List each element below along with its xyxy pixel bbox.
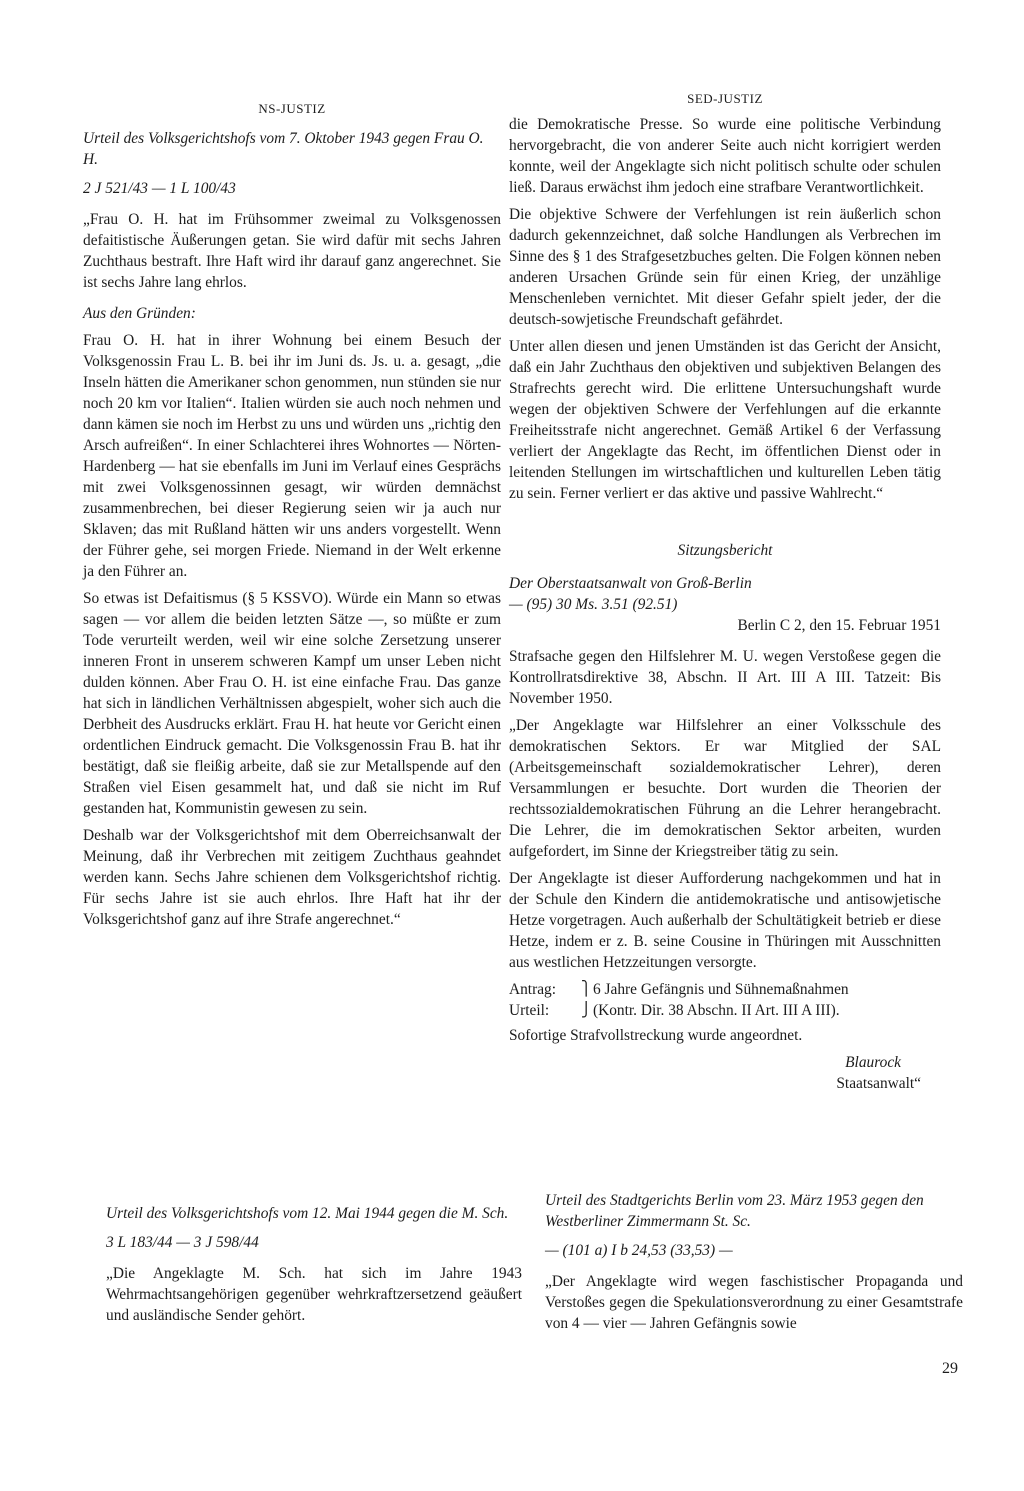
motion-text: 6 Jahre Gefängnis und Sühnemaßnahmen [593, 981, 849, 998]
page-number: 29 [942, 1360, 958, 1377]
enforcement-note: Sofortige Strafvollstreckung wurde angeordnet. [509, 1027, 803, 1044]
brace-glyph: ⎫ [581, 982, 592, 997]
judgment-paragraph: Die objektive Schwere der Verfehlungen ist rein äußerlich schon dadurch gekennzeichnet, daß solche Handlungen als Verbrechen im Sinne des § 1 des Strafgesetzbuches gelten. Die Folgen können neben anderen Ursachen Gründe sein für einen Krieg, der unzählige Menschenleben vernichtet. Mit dieser Gefahr spielt jeder, der die deutsch-sowjetische Freundschaft gefährdet. [509, 206, 941, 328]
right-column-top [509, 90, 941, 1094]
reasons-heading: Aus den Gründen: [83, 305, 196, 322]
judgment-paragraph: Unter allen diesen und jenen Umständen ist das Gericht der Ansicht, daß ein Jahr Zuchthaus den objektiven und subjektiven Belangen des Strafrechts gerecht wird. Die erlittene Untersuchungshaft wurde wegen der objektiven Schwere der Verfehlungen auf die erkannte Freiheitsstrafe nicht angerechnet. Gemäß Artikel 6 der Verfassung verliert der Angeklagte das Recht, im öffentlichen Dienst oder in leitenden Stellungen im wirtschaftlichen und kulturellen Leben tätig zu sein. Ferner verliert er das aktive und passive Wahlrecht.“ [509, 338, 941, 502]
motion-verdict-block [509, 979, 941, 1021]
right-column-bottom [545, 1190, 963, 1340]
reason-paragraph: Frau O. H. hat in ihrer Wohnung bei einem Besuch der Volksgenossin Frau L. B. bei ihr im Juni ds. Js. u. a. gesagt, „die Inseln hätten die Amerikaner schon genommen, nun stünden sie nur noch 20 km vor Italien“. Italien würden sie auch noch nehmen und dann kämen sie noch im Herbst zu uns und würden uns „richtig den Arsch aufreißen“. In einer Schlachterei ihres Wohnortes — Nörten-Hardenberg — hat sie ebenfalls im Juni im Verlauf eines Gesprächs mit zwei Volksgenossinnen gesagt, wir würden demnächst zusammenbrechen, bei dieser Regierung seien wir ja auch nur Sklaven; das mit Rußland hätten wir uns anders vorgestellt. Wenn der Führer gehe, sei morgen Friede. Niemand in der Welt erkenne ja den Führer an. [83, 332, 502, 580]
verdict-summary: „Die Angeklagte M. Sch. hat sich im Jahre 1943 Wehrmachtsangehörigen gegenüber wehrkraftzersetzend geäußert und ausländische Sender gehört. [106, 1265, 522, 1324]
verdict-summary: „Der Angeklagte wird wegen faschistischer Propaganda und Verstoßes gegen die Spekulationsverordnung zu einer Gesamtstrafe von 4 — vier — Jahren Gefängnis sowie [545, 1273, 963, 1332]
report-dateline: Berlin C 2, den 15. Februar 1951 [737, 617, 941, 634]
report-reference: — (95) 30 Ms. 3.51 (92.51) [509, 596, 678, 613]
motion-label: Antrag: [509, 981, 557, 998]
case-title: Urteil des Stadtgerichts Berlin vom 23. März 1953 gegen den Westberliner Zimmermann St. Sc. [545, 1192, 924, 1230]
reason-paragraph: Deshalb war der Volksgerichtshof mit dem Oberreichsanwalt der Meinung, daß ihr Verbrechen mit zeitigem Zuchthaus geahndet werden kann. Sechs Jahre schienen dem Volksgerichtshof richtig. Für sechs Jahre ist sie auch ehrlos. Ihre Haft hat ihr der Volksgerichtshof ganz auf ihre Strafe angerechnet.“ [83, 827, 501, 928]
signature-name: Blaurock [845, 1054, 901, 1071]
left-column-bottom [106, 1203, 522, 1332]
report-paragraph: Der Angeklagte ist dieser Aufforderung nachgekommen und hat in der Schule den Kindern die antidemokratische und antisowjetische Hetze vorgetragen. Auch außerhalb der Schultätigkeit betrieb er diese Hetze, indem er z. B. seine Cousine in Thüringen mit Ausschnitten aus westlichen Hetzzeitungen versorgte. [509, 870, 941, 971]
case-reference: — (101 a) I b 24,53 (33,53) — [545, 1242, 733, 1259]
case-reference: 2 J 521/43 — 1 L 100/43 [83, 180, 236, 197]
column-header-ns-justiz: NS-JUSTIZ [258, 101, 326, 116]
case-title: Urteil des Volksgerichtshofs vom 12. Mai 1944 gegen die M. Sch. [106, 1205, 509, 1222]
verdict-label: Urteil: [509, 1002, 550, 1019]
verdict-text: (Kontr. Dir. 38 Abschn. II Art. III A III). [593, 1002, 840, 1019]
brace-glyph: ⎭ [581, 1003, 592, 1018]
judgment-paragraph: die Demokratische Presse. So wurde eine politische Verbindung hervorgebracht, die von anderer Seite auch nicht korrigiert werden konnte, weil der Angeklagte sich nicht politisch schulte oder schulen ließ. Daraus erwächst ihm jedoch eine strafbare Verantwortlichkeit. [509, 116, 941, 196]
case-intro: Strafsache gegen den Hilfslehrer M. U. wegen Verstoßese gegen die Kontrollratsdirektive 38, Abschn. II Art. III A III. Tatzeit: Bis November 1950. [509, 648, 941, 707]
case-reference: 3 L 183/44 — 3 J 598/44 [106, 1234, 259, 1251]
case-title: Urteil des Volksgerichtshofs vom 7. Oktober 1943 gegen Frau O. H. [83, 130, 484, 168]
signature-title: Staatsanwalt“ [836, 1075, 921, 1092]
column-header-sed-justiz: SED-JUSTIZ [687, 91, 763, 106]
report-heading: Sitzungsbericht [677, 542, 773, 559]
left-column-top [83, 100, 501, 936]
report-paragraph: „Der Angeklagte war Hilfslehrer an einer Volksschule des demokratischen Sektors. Er war Mitglied der SAL (Arbeitsgemeinschaft sozialdemokratischer Lehrer), deren Versammlungen er besuchte. Dort wurden die Theorien der rechtssozialdemokratischen Führung an die Lehrer herangebracht. Die Lehrer, die im demokratischen Sektor arbeiten, wurden aufgefordert, im Sinne der Kriegstreiber tätig zu sein. [509, 717, 941, 860]
prosecutor-authority: Der Oberstaatsanwalt von Groß-Berlin [509, 575, 752, 592]
reason-paragraph: So etwas ist Defaitismus (§ 5 KSSVO). Würde ein Mann so etwas sagen — vor allem die beiden letzten Sätze —, so müßte er zum Tode verurteilt werden, weil wir eine solche Zersetzung unserer inneren Front in unserem schweren Kampf um unser Leben nicht dulden können. Aber Frau O. H. ist eine einfache Frau. Das ganze hat sich in ländlichen Verhältnissen abgespielt, woher sich auch die Derbheit des Ausdrucks erklärt. Frau H. hat heute vor Gericht einen ordentlichen Eindruck gemacht. Die Volksgenossin Frau B. hat ihr bestätigt, daß sie fleißig arbeite, daß sie zur Metallspende auf den Straßen viel Eisen gesammelt hat, und daß sie nicht im Ruf gestanden hat, Kommunistin gewesen zu sein. [83, 590, 501, 817]
verdict-summary: „Frau O. H. hat im Frühsommer zweimal zu Volksgenossen defaitistische Äußerungen getan. Sie wird dafür mit sechs Jahren Zuchthaus bestraft. Ihre Haft wird ihr darauf ganz angerechnet. Sie ist sechs Jahre lang ehrlos. [83, 211, 501, 291]
